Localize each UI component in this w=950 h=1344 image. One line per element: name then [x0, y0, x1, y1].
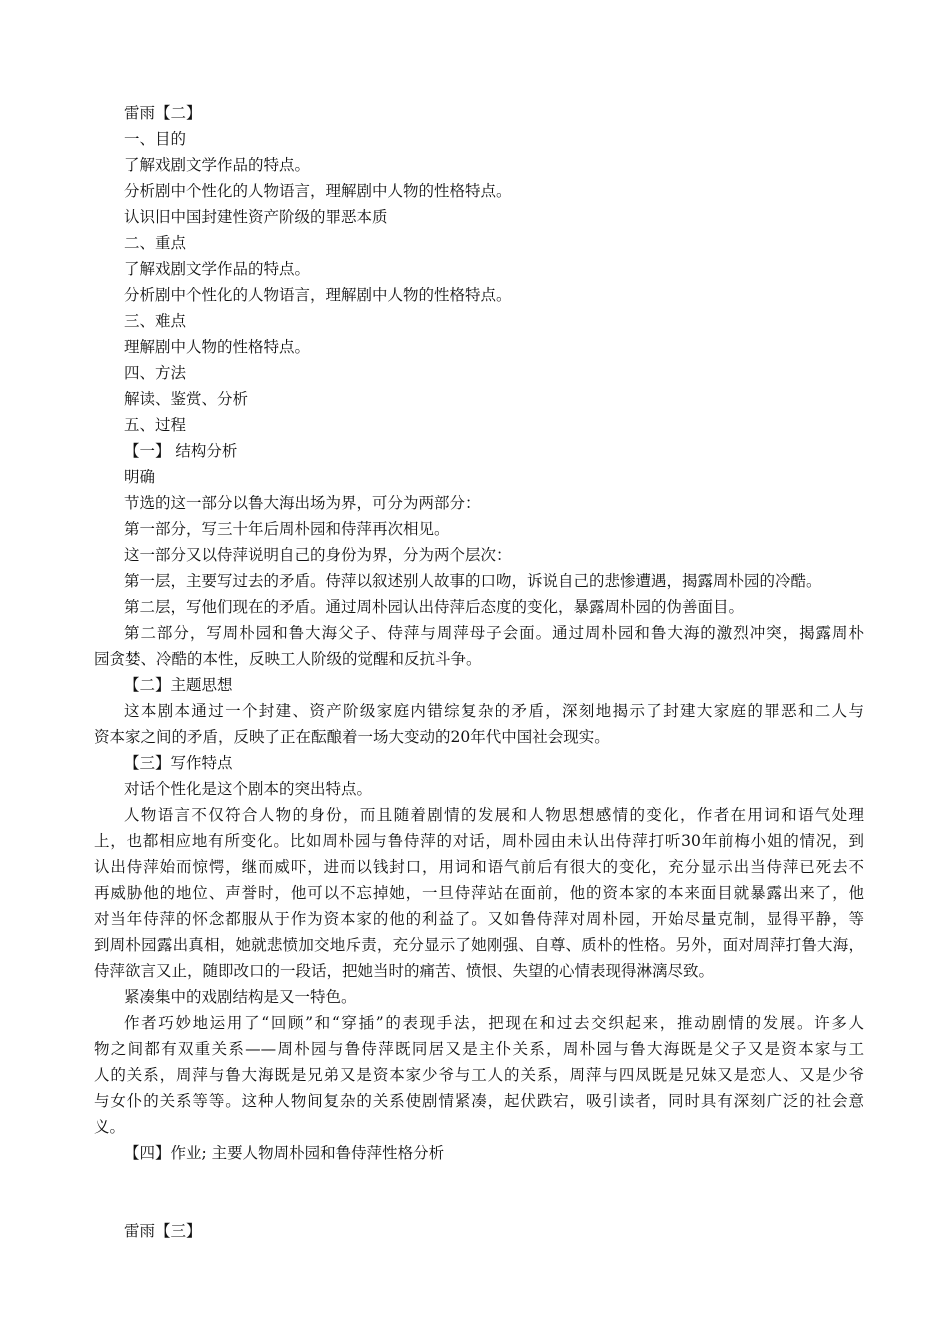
paragraph-line: 到周朴园露出真相，她就悲愤加交地斥责，充分显示了她刚强、自尊、质朴的性格。另外，面对周萍打鲁大海，	[94, 936, 864, 954]
paragraph-line: 人物语言不仅符合人物的身份，而且随着剧情的发展和人物思想感情的变化，作者在用词和语气处理	[124, 806, 864, 824]
difficulty-heading: 三、难点	[124, 312, 187, 330]
paragraph: 节选的这一部分以鲁大海出场为界，可分为两部分：	[124, 494, 481, 512]
paragraph: 第一层，主要写过去的矛盾。侍萍以叙述别人故事的口吻，诉说自己的悲惨遭遇，揭露周朴园的冷酷。	[124, 572, 822, 590]
section-heading-homework: 【四】作业; 主要人物周朴园和鲁侍萍性格分析	[124, 1144, 445, 1162]
paragraph: 紧凑集中的戏剧结构是又一特色。	[124, 988, 357, 1006]
method-item: 解读、鉴赏、分析	[124, 390, 249, 408]
paragraph-line: 再威胁他的地位、声誉时，他可以不忘掉她，一旦侍萍站在面前，他的资本家的本来面目就暴露出来了，他	[94, 884, 864, 902]
paragraph-line: 这本剧本通过一个封建、资产阶级家庭内错综复杂的矛盾，深刻地揭示了封建大家庭的罪恶和二人与	[124, 702, 864, 720]
method-heading: 四、方法	[124, 364, 187, 382]
paragraph-line: 义。	[94, 1118, 126, 1136]
paragraph-line: 上，也都相应地有所变化。比如周朴园与鲁侍萍的对话，周朴园由未认出侍萍打听30年前梅小姐的情况，到	[94, 832, 864, 850]
paragraph: 第二层，写他们现在的矛盾。通过周朴园认出侍萍后态度的变化，暴露周朴园的伪善面目。	[124, 598, 745, 616]
process-heading: 五、过程	[124, 416, 187, 434]
paragraph-line: 园贪婪、冷酷的本性，反映工人阶级的觉醒和反抗斗争。	[94, 650, 482, 668]
paragraph: 对话个性化是这个剧本的突出特点。	[124, 780, 373, 798]
difficulty-item: 理解剧中人物的性格特点。	[124, 338, 311, 356]
paragraph-line: 对当年侍萍的怀念都服从于作为资本家的他的利益了。又如鲁侍萍对周朴园，开始尽量克制，显得平静，等	[94, 910, 864, 928]
paragraph-line: 人的关系，周萍与鲁大海既是兄弟又是资本家少爷与工人的关系，周萍与四凤既是兄妹又是恋人、又是少爷	[94, 1066, 864, 1084]
paragraph: 这一部分又以侍萍说明自己的身份为界，分为两个层次：	[124, 546, 512, 564]
paragraph-line: 作者巧妙地运用了“回顾”和“穿插”的表现手法，把现在和过去交织起来，推动剧情的发展。许多人	[124, 1014, 864, 1032]
section-heading-writing: 【三】写作特点	[124, 754, 233, 772]
objective-item: 了解戏剧文学作品的特点。	[124, 156, 311, 174]
objective-item: 认识旧中国封建性资产阶级的罪恶本质	[124, 208, 388, 226]
paragraph-line: 资本家之间的矛盾，反映了正在酝酿着一场大变动的20年代中国社会现实。	[94, 728, 610, 746]
lesson-title: 雷雨【三】	[124, 1222, 202, 1240]
paragraph-line: 第二部分，写周朴园和鲁大海父子、侍萍与周萍母子会面。通过周朴园和鲁大海的激烈冲突，揭露周朴	[124, 624, 864, 642]
key-points-heading: 二、重点	[124, 234, 187, 252]
key-point-item: 了解戏剧文学作品的特点。	[124, 260, 311, 278]
section-heading-structure: 【一】 结构分析	[124, 442, 238, 460]
objective-item: 分析剧中个性化的人物语言，理解剧中人物的性格特点。	[124, 182, 512, 200]
paragraph-line: 与女仆的关系等等。这种人物间复杂的关系使剧情紧凑，起伏跌宕，吸引读者，同时具有深刻广泛的社会意	[94, 1092, 864, 1110]
paragraph-line: 认出侍萍始而惊愕，继而威吓，进而以钱封口，用词和语气前后有很大的变化，充分显示出当侍萍已死去不	[94, 858, 864, 876]
section-heading-theme: 【二】主题思想	[124, 676, 233, 694]
objectives-heading: 一、目的	[124, 130, 187, 148]
key-point-item: 分析剧中个性化的人物语言，理解剧中人物的性格特点。	[124, 286, 512, 304]
paragraph: 第一部分，写三十年后周朴园和侍萍再次相见。	[124, 520, 450, 538]
lesson-title: 雷雨【二】	[124, 104, 202, 122]
paragraph-line: 物之间都有双重关系——周朴园与鲁侍萍既同居又是主仆关系，周朴园与鲁大海既是父子又是资本家与工	[94, 1040, 864, 1058]
clarify-label: 明确	[124, 468, 156, 486]
paragraph-line: 侍萍欲言又止，随即改口的一段话，把她当时的痛苦、愤恨、失望的心情表现得淋漓尽致。	[94, 962, 715, 980]
